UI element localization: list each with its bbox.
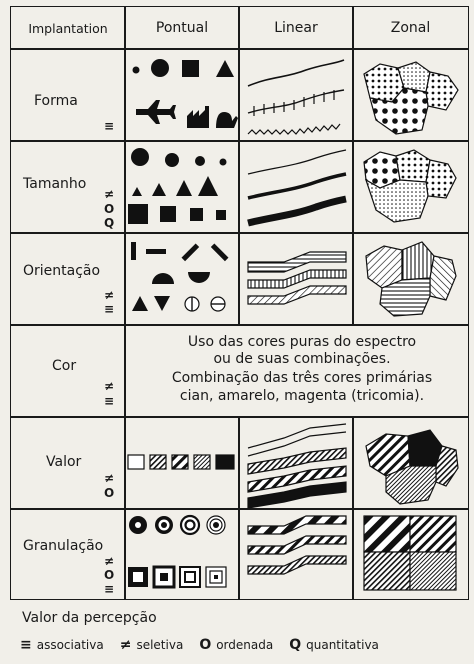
- valor-perception-seletiva: ≠: [104, 471, 115, 485]
- orientacao-perception-seletiva: ≠: [104, 288, 115, 302]
- granulacao-perception-associativa: ≡: [104, 582, 115, 596]
- tamanho-perception-seletiva: ≠: [104, 187, 115, 201]
- row-label-granulacao: Granulação: [23, 538, 104, 554]
- legend-symbol-seletiva: ≠: [119, 637, 132, 653]
- valor-zonal-patches: [366, 430, 458, 504]
- tamanho-zonal-patches: [364, 150, 456, 222]
- header-zonal: Zonal: [352, 6, 469, 50]
- forma-pontual-symbols: [133, 59, 239, 128]
- orientacao-linear-bands: [248, 252, 346, 304]
- row-label-tamanho: Tamanho: [23, 176, 87, 192]
- legend: [20, 637, 395, 653]
- forma-perception-associativa: ≡: [104, 119, 115, 133]
- row-label-cor: Cor: [52, 358, 77, 374]
- legend-label-quantitativa: quantitativa: [306, 638, 379, 652]
- legend-label-associativa: associativa: [36, 638, 104, 652]
- tamanho-perception-ordenada: O: [104, 202, 115, 216]
- header-linear: Linear: [238, 6, 354, 50]
- granulacao-pontual-symbols: [128, 516, 226, 587]
- tamanho-pontual-symbols: [128, 148, 227, 224]
- cor-text-line-2: ou de suas combinações.: [213, 351, 391, 367]
- orientacao-perception-associativa: ≡: [104, 302, 115, 316]
- cor-text-line-4: cian, amarelo, magenta (tricomia).: [179, 388, 425, 404]
- cor-perception-seletiva: ≠: [104, 379, 115, 393]
- row-label-valor: Valor: [46, 454, 82, 470]
- tamanho-linear-symbols: [248, 150, 346, 223]
- valor-pontual-squares: [128, 455, 234, 469]
- valor-linear-bands: [248, 424, 346, 508]
- legend-symbol-ordenada: O: [199, 637, 212, 653]
- granulacao-perception-ordenada: O: [104, 568, 115, 582]
- legend-label-ordenada: ordenada: [216, 638, 274, 652]
- cor-perception-associativa: ≡: [104, 394, 115, 408]
- row-label-orientacao: Orientação: [23, 263, 101, 279]
- illustrations: [10, 6, 469, 600]
- cor-text-line-1: Uso das cores puras do espectro: [187, 334, 417, 350]
- granulacao-perception-seletiva: ≠: [104, 554, 115, 568]
- cor-text-line-3: Combinação das três cores primárias: [171, 370, 433, 386]
- header-implantacao: Implantation: [10, 6, 126, 50]
- legend-label-seletiva: seletiva: [136, 638, 184, 652]
- granulacao-zonal-patches: [364, 516, 456, 590]
- forma-linear-symbols: [248, 60, 344, 134]
- granulacao-linear-bands: [248, 516, 346, 574]
- legend-symbol-associativa: ≡: [20, 637, 32, 653]
- orientacao-pontual-symbols: [131, 242, 228, 311]
- valor-perception-ordenada: O: [104, 486, 115, 500]
- legend-symbol-quantitativa: Q: [289, 637, 302, 653]
- legend-title: Valor da percepção: [22, 610, 157, 626]
- orientacao-zonal-patches: [366, 242, 456, 316]
- header-pontual: Pontual: [124, 6, 240, 50]
- row-label-forma: Forma: [34, 93, 78, 109]
- visual-variables-table: [10, 6, 469, 600]
- forma-zonal-patches: [364, 62, 458, 134]
- tamanho-perception-quantitativa: Q: [104, 216, 115, 230]
